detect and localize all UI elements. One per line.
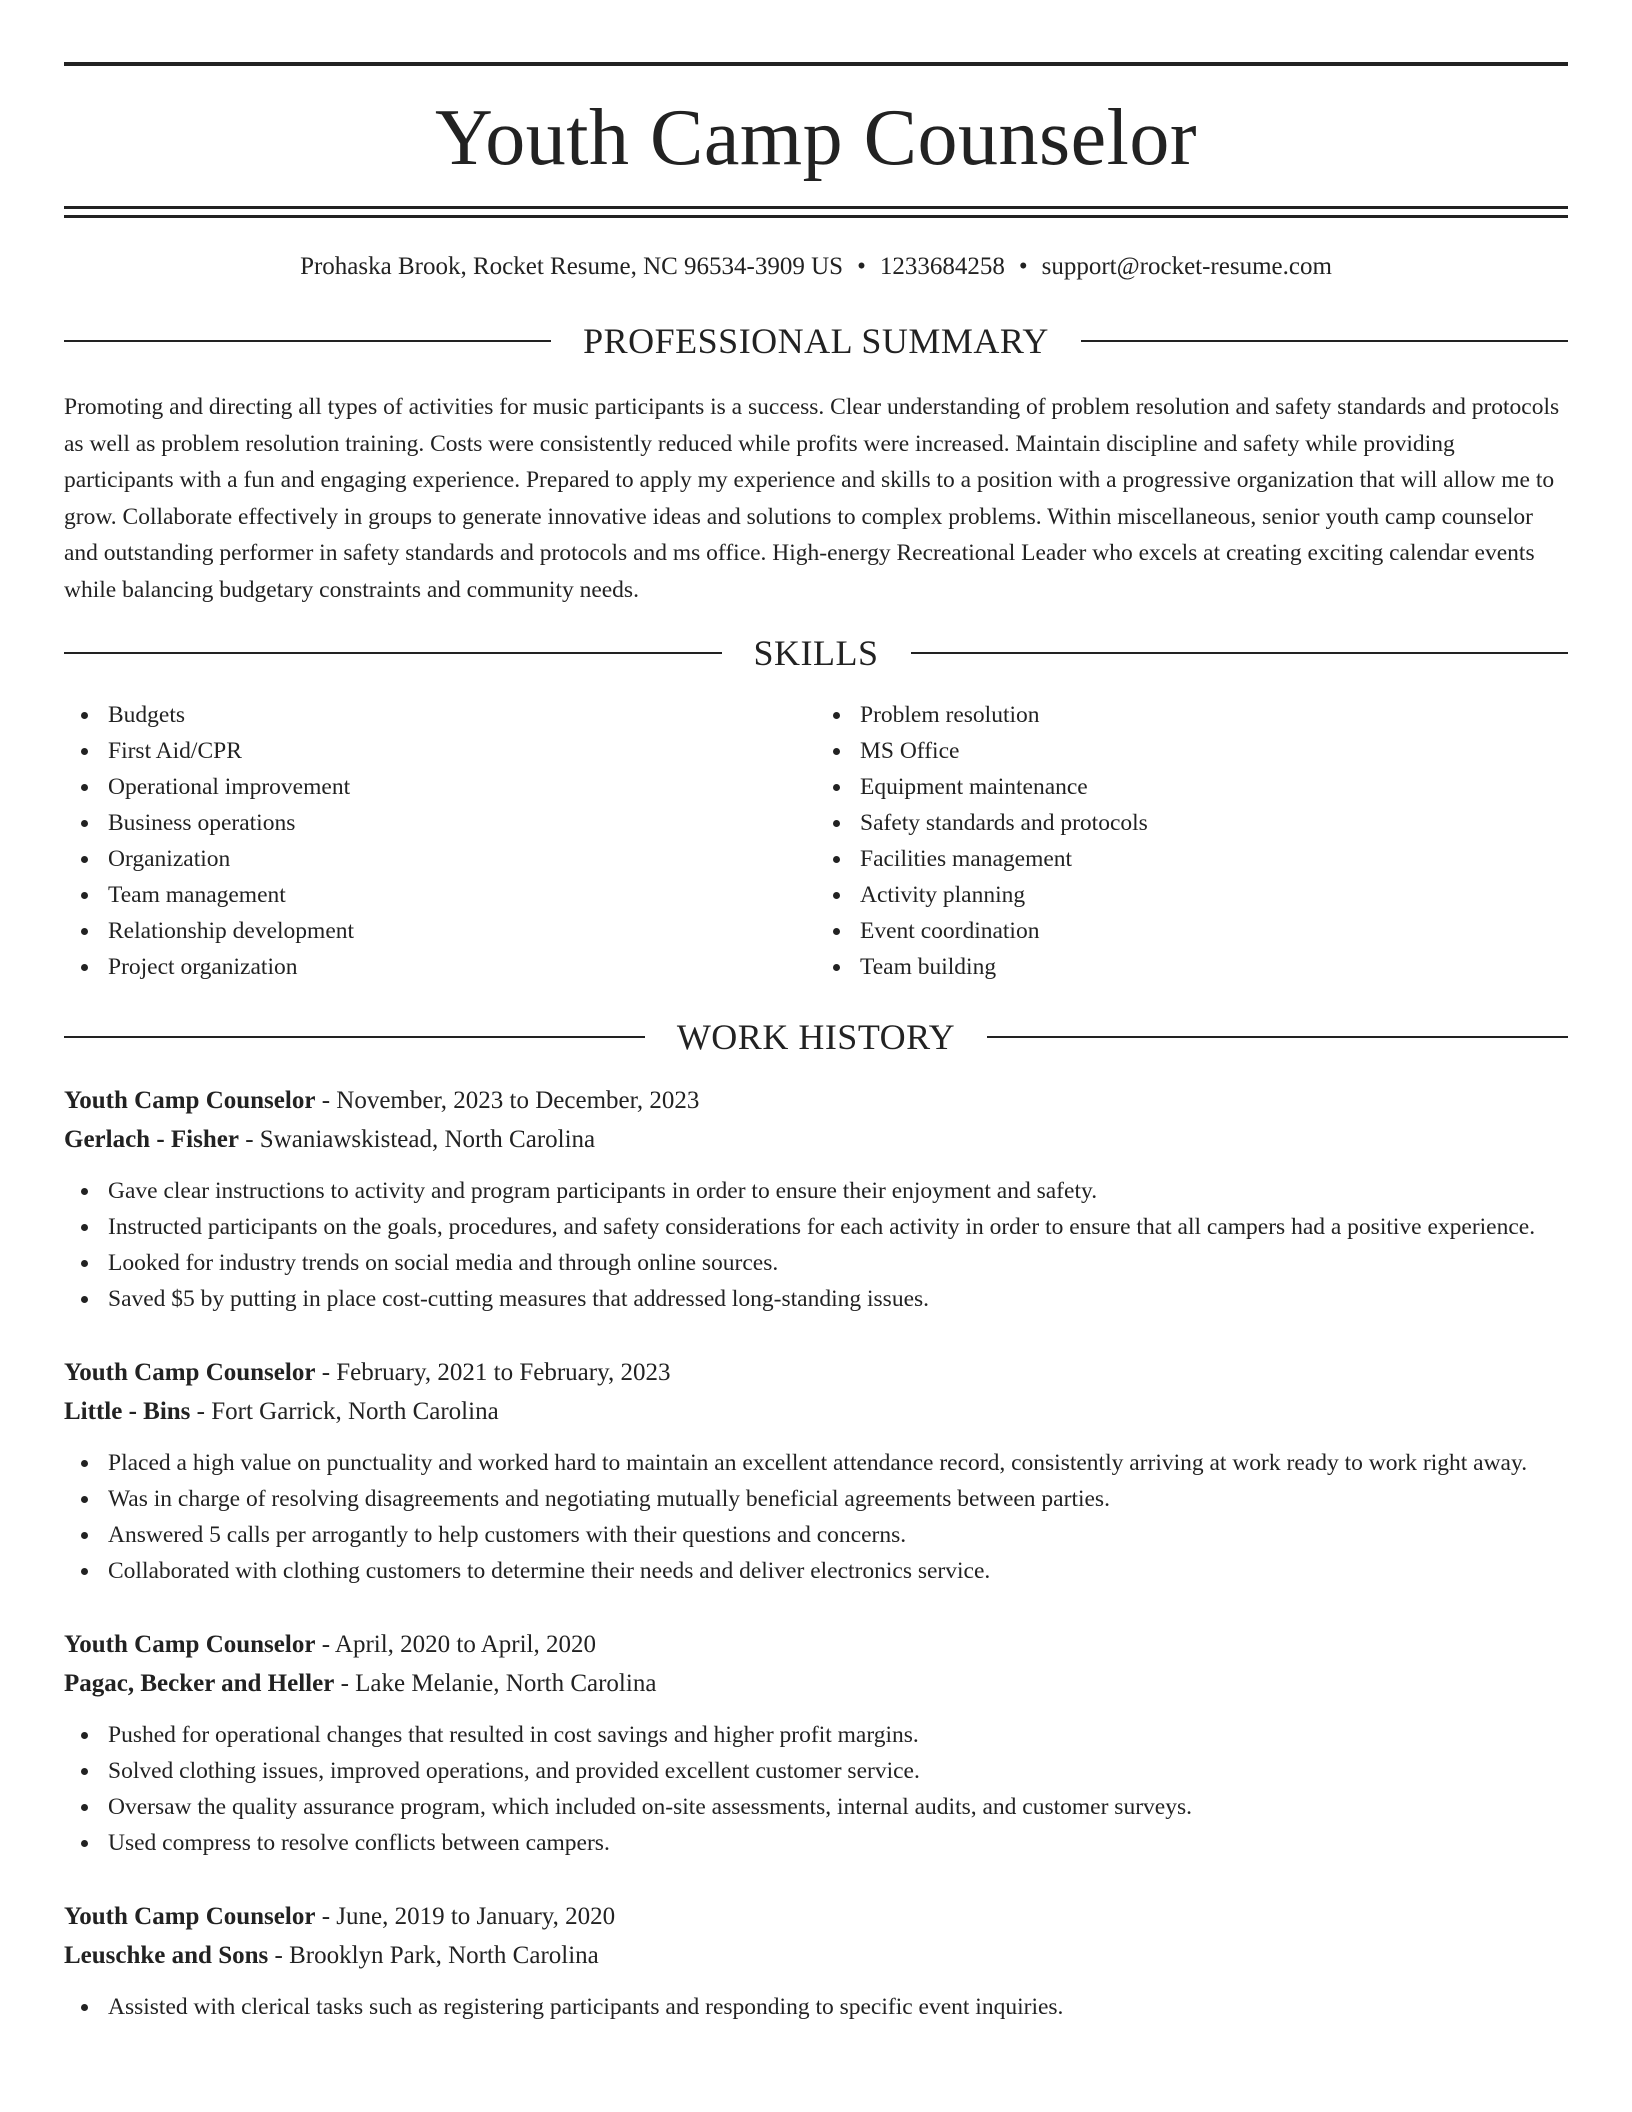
job-dates: April, 2020 to April, 2020 bbox=[334, 1630, 596, 1658]
job-bullet: Collaborated with clothing customers to determine their needs and deliver electronics service. bbox=[108, 1553, 1568, 1589]
job-bullet: Solved clothing issues, improved operations, and provided excellent customer service. bbox=[108, 1753, 1568, 1789]
job-dates: June, 2019 to January, 2020 bbox=[336, 1902, 616, 1930]
job-title-line: Youth Camp Counselor - June, 2019 to January, 2020 bbox=[64, 1902, 616, 1930]
job-company: Little - Bins bbox=[64, 1397, 191, 1425]
contact-phone: 1233684258 bbox=[879, 253, 1005, 280]
job-title: Youth Camp Counselor bbox=[64, 1086, 316, 1114]
heading-rule-right bbox=[1081, 340, 1568, 342]
top-rule bbox=[64, 62, 1568, 66]
skills-column-right bbox=[816, 697, 1568, 985]
work-history-list bbox=[64, 1081, 1568, 2025]
job-entry bbox=[64, 1353, 1568, 1589]
job-bullets bbox=[64, 1989, 1568, 2025]
summary-heading: PROFESSIONAL SUMMARY bbox=[583, 321, 1049, 361]
job-title: Youth Camp Counselor bbox=[64, 1902, 316, 1930]
summary-text: Promoting and directing all types of activities for music participants is a success. Clear understanding of problem resolution and safety standards and protocols as well as problem resolution training. Costs were consistently reduced while profits were increased. Maintain discipline and safety while providing participants with a fun and engaging experience. Prepared to apply my experience and skills to a position with a progressive organization that will allow me to grow. Collaborate effectively in groups to generate innovative ideas and solutions to complex problems. Within miscellaneous, senior youth camp counselor and outstanding performer in safety standards and protocols and ms office. High-energy Recreational Leader who excels at creating exciting calendar events while balancing budgetary constraints and community needs. bbox=[64, 394, 1560, 603]
skill-item: Activity planning bbox=[860, 877, 1568, 913]
job-company-line: Pagac, Becker and Heller - Lake Melanie, North Carolina bbox=[64, 1669, 657, 1697]
job-location: Brooklyn Park, North Carolina bbox=[289, 1941, 599, 1969]
job-title-line: Youth Camp Counselor - November, 2023 to December, 2023 bbox=[64, 1086, 700, 1114]
job-bullet: Saved $5 by putting in place cost-cutting measures that addressed long-standing issues. bbox=[108, 1281, 1568, 1317]
job-company-line: Little - Bins - Fort Garrick, North Carolina bbox=[64, 1397, 499, 1425]
job-entry bbox=[64, 1625, 1568, 1861]
job-bullet: Looked for industry trends on social media and through online sources. bbox=[108, 1245, 1568, 1281]
contact-separator: • bbox=[1018, 253, 1028, 280]
skill-item: Event coordination bbox=[860, 913, 1568, 949]
skill-item: Team building bbox=[860, 949, 1568, 985]
job-bullet: Used compress to resolve conflicts between campers. bbox=[108, 1825, 1568, 1861]
job-company-line: Leuschke and Sons - Brooklyn Park, North Carolina bbox=[64, 1941, 599, 1969]
skill-item: Team management bbox=[108, 877, 816, 913]
job-bullets bbox=[64, 1445, 1568, 1589]
job-bullets bbox=[64, 1173, 1568, 1317]
job-location: Lake Melanie, North Carolina bbox=[355, 1669, 657, 1697]
job-bullets bbox=[64, 1717, 1568, 1861]
skill-item: Project organization bbox=[108, 949, 816, 985]
contact-address: Prohaska Brook, Rocket Resume, NC 96534-3909 US bbox=[300, 253, 844, 280]
job-bullet: Answered 5 calls per arrogantly to help customers with their questions and concerns. bbox=[108, 1517, 1568, 1553]
job-company: Gerlach - Fisher bbox=[64, 1125, 239, 1153]
skill-item: Business operations bbox=[108, 805, 816, 841]
skill-item: MS Office bbox=[860, 733, 1568, 769]
job-dates: November, 2023 to December, 2023 bbox=[336, 1086, 700, 1114]
skills-heading: SKILLS bbox=[753, 632, 879, 673]
job-entry bbox=[64, 1897, 1568, 2025]
title-double-rule bbox=[64, 206, 1568, 218]
job-bullet: Oversaw the quality assurance program, which included on-site assessments, internal audits, and customer surveys. bbox=[108, 1789, 1568, 1825]
job-bullet: Was in charge of resolving disagreements and negotiating mutually beneficial agreements between parties. bbox=[108, 1481, 1568, 1517]
skill-item: Facilities management bbox=[860, 841, 1568, 877]
skill-item: Safety standards and protocols bbox=[860, 805, 1568, 841]
heading-rule-left bbox=[64, 340, 551, 342]
job-title: Youth Camp Counselor bbox=[64, 1358, 316, 1386]
job-location: Swaniawskistead, North Carolina bbox=[259, 1125, 596, 1153]
contact-email: support@rocket-resume.com bbox=[1041, 253, 1332, 280]
heading-rule-left bbox=[64, 1036, 645, 1038]
job-title-line: Youth Camp Counselor - February, 2021 to February, 2023 bbox=[64, 1358, 671, 1386]
job-bullet: Assisted with clerical tasks such as registering participants and responding to specific event inquiries. bbox=[108, 1989, 1568, 2025]
skill-item: Organization bbox=[108, 841, 816, 877]
job-company-line: Gerlach - Fisher - Swaniawskistead, North Carolina bbox=[64, 1125, 596, 1153]
resume-title: Youth Camp Counselor bbox=[435, 94, 1197, 182]
summary-section-heading bbox=[64, 323, 1568, 359]
work-section-heading bbox=[64, 1016, 1568, 1057]
heading-rule-right bbox=[987, 1036, 1568, 1038]
skills-column-left bbox=[64, 697, 816, 985]
job-title-line: Youth Camp Counselor - April, 2020 to April, 2020 bbox=[64, 1630, 596, 1658]
skill-item: Operational improvement bbox=[108, 769, 816, 805]
heading-rule-right bbox=[911, 652, 1569, 654]
job-bullet: Gave clear instructions to activity and program participants in order to ensure their enjoyment and safety. bbox=[108, 1173, 1568, 1209]
job-entry bbox=[64, 1081, 1568, 1317]
skill-item: Equipment maintenance bbox=[860, 769, 1568, 805]
contact-separator: • bbox=[857, 253, 866, 280]
job-dates: February, 2021 to February, 2023 bbox=[336, 1358, 671, 1386]
work-heading: WORK HISTORY bbox=[676, 1016, 956, 1057]
job-bullet: Placed a high value on punctuality and worked hard to maintain an excellent attendance record, consistently arriving at work ready to work right away. bbox=[108, 1445, 1568, 1481]
contact-line bbox=[64, 254, 1568, 279]
job-bullet: Pushed for operational changes that resulted in cost savings and higher profit margins. bbox=[108, 1717, 1568, 1753]
skills-section-heading bbox=[64, 632, 1568, 673]
skill-item: Problem resolution bbox=[860, 697, 1568, 733]
job-company: Leuschke and Sons bbox=[64, 1941, 269, 1969]
heading-rule-left bbox=[64, 652, 722, 654]
skills-list bbox=[64, 697, 1568, 985]
skill-item: Budgets bbox=[108, 697, 816, 733]
job-location: Fort Garrick, North Carolina bbox=[211, 1397, 499, 1425]
job-company: Pagac, Becker and Heller bbox=[64, 1669, 335, 1697]
job-title: Youth Camp Counselor bbox=[64, 1630, 316, 1658]
skill-item: Relationship development bbox=[108, 913, 816, 949]
skill-item: First Aid/CPR bbox=[108, 733, 816, 769]
job-bullet: Instructed participants on the goals, procedures, and safety considerations for each activity in order to ensure that all campers had a positive experience. bbox=[108, 1209, 1568, 1245]
